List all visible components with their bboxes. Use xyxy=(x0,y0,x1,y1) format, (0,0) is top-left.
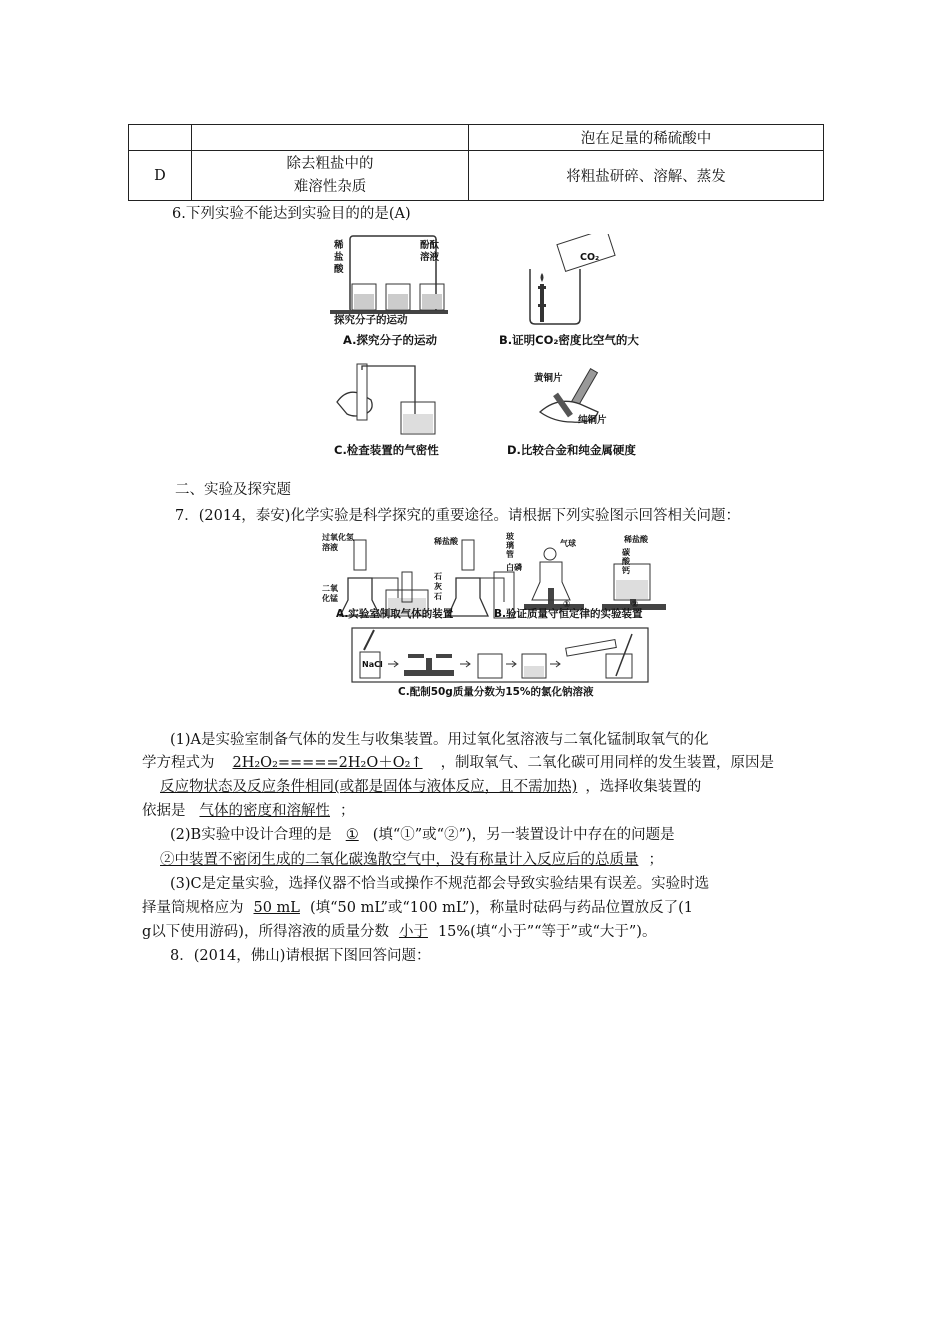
options-table xyxy=(128,124,824,201)
q7-p3-line3 xyxy=(142,922,832,942)
table-cell: 将粗盐研碎、溶解、蒸发 xyxy=(469,151,824,201)
q7-b-label-1: ① xyxy=(563,600,571,610)
q7-p1-line2 xyxy=(142,753,832,773)
q7-p1-line4 xyxy=(142,801,832,821)
text: ，选择收集装置的 xyxy=(585,779,702,795)
fig-a-label-acid: 稀盐酸 xyxy=(334,240,344,275)
answer-reason: 反应物状态及反应条件相同(或都是固体与液体反应，且不需加热) xyxy=(160,779,578,795)
text: 依据是 xyxy=(142,803,186,819)
fig-d-label-copper: 纯铜片 xyxy=(578,415,607,426)
table-cell-option-d: D xyxy=(129,151,192,201)
fig-d-label-brass: 黄铜片 xyxy=(534,373,563,384)
fig-a-label-phenolphthalein: 酚酞溶液 xyxy=(420,240,440,263)
q7-a-label-mno2: 二氧化锰 xyxy=(322,584,338,603)
table-row xyxy=(129,151,824,201)
fig-b-label-co2: CO₂ xyxy=(580,252,600,263)
fig-a-caption: A.探究分子的运动 xyxy=(343,333,437,347)
text: ； xyxy=(340,803,355,819)
table-cell xyxy=(192,151,469,201)
text: (填“50 mL”或“100 mL”)，称量时砝码与药品位置放反了(1 xyxy=(309,900,693,916)
fig-d-caption: D.比较合金和纯金属硬度 xyxy=(507,443,636,457)
q7-p1-line1: (1)A是实验室制备气体的发生与收集装置。用过氧化氢溶液与二氧化锰制取氧气的化 xyxy=(170,732,709,748)
table-row xyxy=(129,125,824,151)
fig-c-caption: C.检查装置的气密性 xyxy=(334,443,439,457)
text: 择量筒规格应为 xyxy=(142,900,244,916)
table-cell: 泡在足量的稀硫酸中 xyxy=(469,125,824,151)
text: ，制取氧气、二氧化碳可用同样的发生装置，原因是 xyxy=(440,755,775,771)
text: (2)B实验中设计合理的是 xyxy=(170,827,332,843)
table-cell xyxy=(129,125,192,151)
q7-b-label-caco3: 碳酸钙 xyxy=(622,548,630,575)
q7-b-label-balloon: 气球 xyxy=(560,539,576,548)
q7-c-label-nacl: NaCl xyxy=(362,660,383,669)
q7-b-label-2: ② xyxy=(631,600,639,610)
text: 学方程式为 xyxy=(142,755,215,771)
q7-p3-line1: (3)C是定量实验，选择仪器不恰当或操作不规范都会导致实验结果有误差。实验时选 xyxy=(170,876,710,892)
fig-b-caption: B.证明CO₂密度比空气的大 xyxy=(499,333,639,347)
q7-p2-line1 xyxy=(170,825,860,845)
q7-p1-line3 xyxy=(142,777,832,797)
answer-equation: 2H₂O₂=====2H₂O＋O₂↑ xyxy=(232,755,423,771)
q6-stem: 6.下列实验不能达到实验目的的是(A) xyxy=(172,206,411,222)
figure-co2-density xyxy=(520,234,620,329)
answer-choice: ① xyxy=(345,827,359,843)
answer-problem: ②中装置不密闭生成的二氧化碳逸散空气中，没有称量计入反应后的总质量 xyxy=(160,852,639,868)
q7-p3-line2 xyxy=(142,898,832,918)
answer-fraction: 小于 xyxy=(398,924,428,940)
text: ； xyxy=(648,852,663,868)
text: g以下使用游码)，所得溶液的质量分数 xyxy=(142,924,389,940)
q7-b-label-glass-tube: 玻璃管 xyxy=(506,532,514,559)
q7-fig-b-caption: B.验证质量守恒定律的实验装置 xyxy=(494,608,643,620)
q7-fig-a-caption: A.实验室制取气体的装置 xyxy=(336,608,454,620)
q7-b-label-phosphorus: 白磷 xyxy=(506,563,522,572)
table-cell-line: 除去粗盐中的 xyxy=(286,155,374,172)
text: (填“①”或“②”)，另一装置设计中存在的问题是 xyxy=(372,827,675,843)
q7-a-label-limestone: 石灰石 xyxy=(434,572,442,601)
q7-stem: 7．(2014，泰安)化学实验是科学探究的重要途径。请根据下列实验图示回答相关问题： xyxy=(175,508,740,524)
answer-cylinder: 50 mL xyxy=(253,900,300,916)
q7-p2-line2 xyxy=(142,850,832,870)
q7-b-label-hcl: 稀盐酸 xyxy=(624,535,648,544)
table-cell xyxy=(192,125,469,151)
section-title: 二、实验及探究题 xyxy=(175,482,291,498)
q8-stem: 8．(2014，佛山)请根据下图回答问题： xyxy=(170,948,431,964)
q7-a-label-hcl: 稀盐酸 xyxy=(434,537,458,546)
figure-airtightness-check xyxy=(335,362,445,437)
figure-q7-c xyxy=(350,624,650,684)
fig-a-inner-caption: 探究分子的运动 xyxy=(334,314,408,326)
q7-a-label-h2o2: 过氧化氢溶液 xyxy=(322,533,354,552)
text: 15%(填“小于”“等于”或“大于”)。 xyxy=(437,924,657,940)
q7-fig-c-caption: C.配制50g质量分数为15%的氯化钠溶液 xyxy=(398,686,594,698)
answer-basis: 气体的密度和溶解性 xyxy=(199,803,330,819)
table-cell-line: 难溶性杂质 xyxy=(293,178,367,195)
